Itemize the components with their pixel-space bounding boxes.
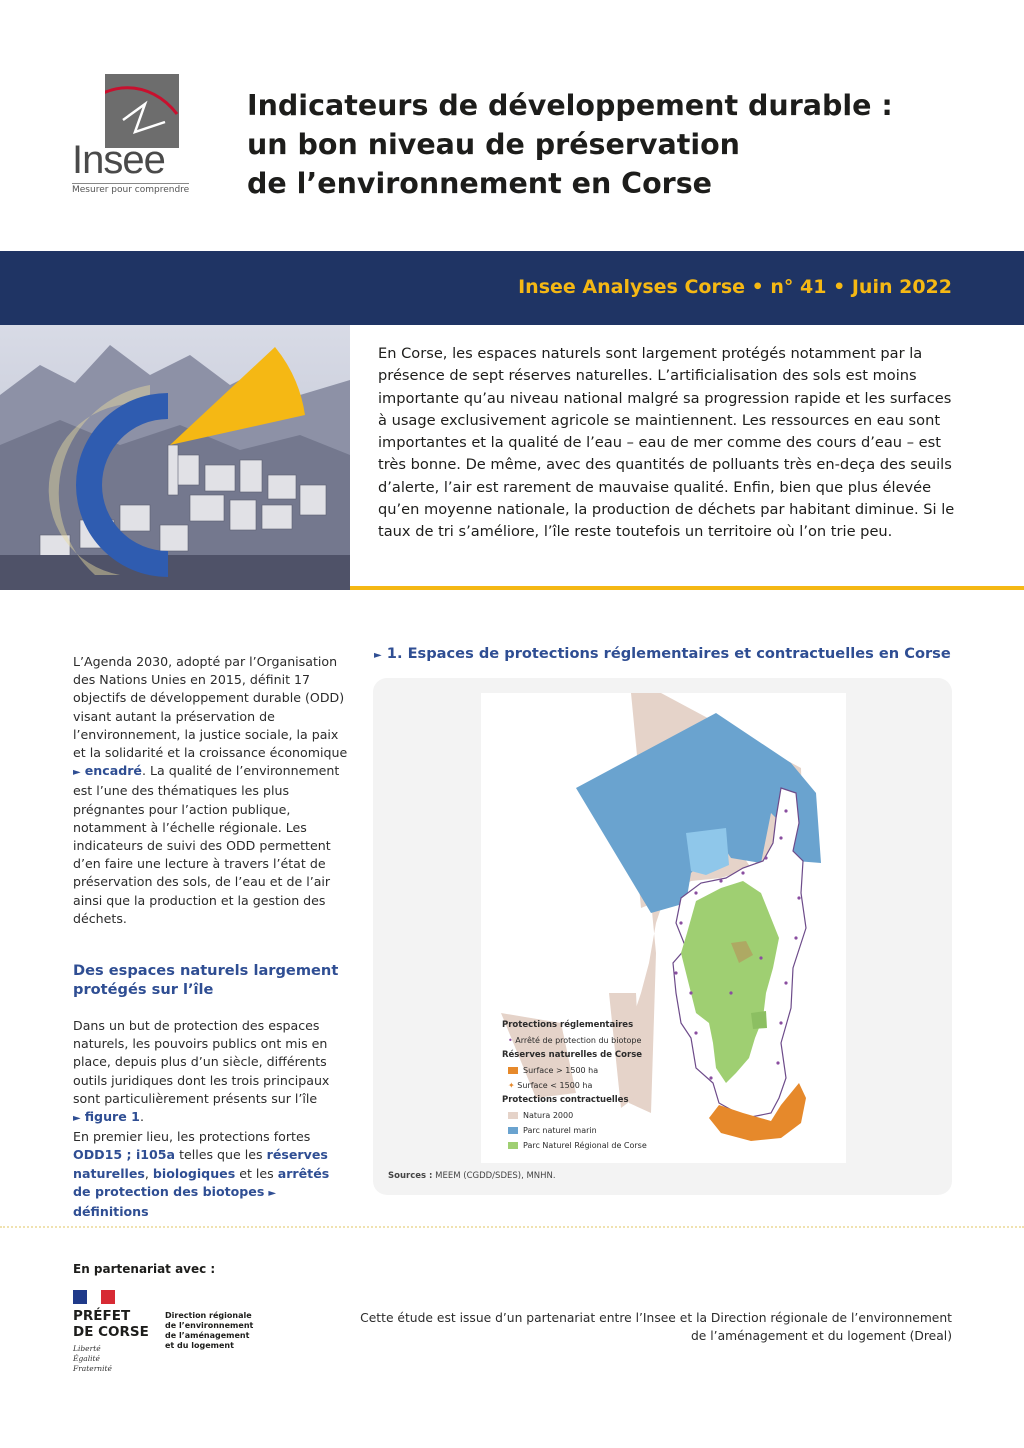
partnership-line: de l’aménagement et du logement (Dreal) [690, 1329, 952, 1343]
link-odd15[interactable]: ODD15 ; i105a [73, 1147, 176, 1163]
partnership-note [332, 1309, 952, 1345]
section-text: et les [235, 1165, 278, 1181]
partner-label: En partenariat avec : [73, 1262, 216, 1276]
hero-illustration [0, 325, 350, 590]
arrow-icon: ► [73, 1113, 81, 1125]
section-text: . [139, 1109, 144, 1125]
motto-line: Liberté [73, 1344, 101, 1353]
title-line: de l’environnement en Corse [247, 167, 713, 200]
legend-heading: Réserves naturelles de Corse [502, 1050, 643, 1060]
arrow-icon: ► [268, 1187, 277, 1199]
dreal-line: et du logement [165, 1341, 234, 1350]
legend-label: Natura 2000 [523, 1111, 574, 1120]
arrow-icon: ► [73, 767, 81, 779]
dreal-line: de l’environnement [165, 1321, 254, 1330]
intro-text: . La qualité de l’environnement est l’une des thématiques les plus prégnantes pour l’action publique, notamment à l’échelle régionale. Les indicateurs de suivi des ODD permettent d’en faire une lecture à travers l’état de préservation des sols, de l’eau et de l’air ainsi que la production et la gestion des déchets. [73, 763, 340, 926]
logo-tagline: Mesurer pour comprendre [72, 185, 190, 195]
intro-paragraph [73, 653, 351, 928]
figure-sources [388, 1171, 556, 1181]
intro-text: L’Agenda 2030, adopté par l’Organisation des Nations Unies en 2015, définit 17 objectifs de développement durable (ODD) visant autant la préservation de l’environnement, la justice sociale, la paix et la solidarité et la croissance économique [73, 654, 348, 761]
link-arretes-biotopes[interactable]: arrêtés de protection des biotopes [73, 1165, 330, 1199]
legend-item-marin [502, 1123, 647, 1138]
legend-heading: Protections réglementaires [502, 1020, 634, 1030]
link-figure-1[interactable]: figure 1 [84, 1109, 140, 1125]
section-text: En premier lieu, les protections fortes [73, 1129, 311, 1145]
section-paragraph [73, 1017, 351, 1221]
republic-motto [73, 1344, 112, 1374]
link-encadre[interactable]: encadré [84, 763, 142, 779]
dreal-line: de l’aménagement [165, 1331, 250, 1340]
section-text: Dans un but de protection des espaces naturels, les pouvoirs publics ont mis en place, depuis plus d’un siècle, différents outils juridiques dont les trois principaux sont particulièrement présents sur l’île [73, 1018, 330, 1106]
legend-item-reserve-large [502, 1063, 647, 1078]
legend-item-pnr [502, 1138, 647, 1153]
prefet-de-corse [73, 1308, 149, 1340]
french-republic-flag-icon [73, 1289, 115, 1303]
motto-line: Égalité [73, 1354, 100, 1363]
legend-label: Arrêté de protection du biotope [515, 1036, 642, 1045]
figure-title-text: 1. Espaces de protections réglementaires et contractuelles en Corse [386, 645, 951, 662]
legend-swatch [508, 1067, 518, 1074]
hero-divider [350, 586, 1024, 590]
figure-title [374, 645, 951, 662]
footer-divider [0, 1226, 1024, 1228]
legend-label: Parc naturel marin [523, 1126, 597, 1135]
prefet-line: PRÉFET [73, 1308, 131, 1324]
biotope-marker-icon: • [508, 1036, 513, 1045]
title-line: un bon niveau de préservation [247, 128, 740, 161]
hero-image [0, 325, 350, 590]
motto-line: Fraternité [73, 1364, 112, 1373]
abstract: En Corse, les espaces naturels sont largement protégés notamment par la présence de sept réserves naturelles. L’artificialisation des sols est moins importante qu’au niveau national malgré sa progression rapide et les surfaces à usage exclusivement agricole se maintiennent. Les ressources en eau sont importantes et la qualité de l’eau – eau de mer comme des cours d’eau – est très bonne. De même, avec des quantités de polluants très en-deça des seuils d’alerte, l’air est rarement de mauvaise qualité. Enfin, bien que plus élevée qu’en moyenne nationale, la production de déchets par habitant diminue. Si le taux de tri s’améliore, l’île reste toutefois un territoire où l’on trie peu. [378, 345, 955, 541]
sources-text: MEEM (CGDD/SDES), MNHN. [435, 1171, 556, 1181]
arrow-icon: ► [374, 650, 382, 661]
regional-park-detail [751, 1011, 767, 1029]
dreal-label [165, 1311, 253, 1351]
legend-heading: Protections contractuelles [502, 1095, 629, 1105]
insee-logo-mark [105, 74, 179, 148]
legend-label: Surface > 1500 ha [523, 1066, 599, 1075]
legend-swatch [508, 1127, 518, 1134]
section-text: , [144, 1165, 153, 1181]
partnership-line: Cette étude est issue d’un partenariat entre l’Insee et la Direction régionale de l’environnement [360, 1311, 952, 1325]
legend-label: Parc Naturel Régional de Corse [523, 1141, 647, 1150]
map-legend [502, 1018, 647, 1153]
legend-swatch [508, 1112, 518, 1119]
legend-item-biotope [502, 1033, 647, 1048]
section-heading: Des espaces naturels largement protégés sur l’île [73, 962, 339, 998]
legend-item-natura [502, 1108, 647, 1123]
legend-item-reserve-small [502, 1078, 647, 1093]
title-line: Indicateurs de développement durable : [247, 89, 893, 122]
section-text: telles que les [175, 1147, 267, 1163]
legend-label: Surface < 1500 ha [517, 1081, 593, 1090]
insee-logo-icon [105, 74, 179, 148]
publication-reference: Insee Analyses Corse • n° 41 • Juin 2022 [518, 276, 952, 298]
link-biologiques[interactable]: biologiques [152, 1165, 236, 1181]
reserve-star-icon: ✦ [508, 1081, 515, 1090]
page-title [247, 86, 967, 203]
dreal-line: Direction régionale [165, 1311, 252, 1320]
prefet-line: DE CORSE [73, 1324, 149, 1340]
link-reserves-naturelles[interactable]: réserves naturelles [73, 1147, 328, 1181]
logo-word: Insee [72, 138, 165, 182]
link-definitions[interactable]: définitions [73, 1204, 149, 1220]
legend-swatch [508, 1142, 518, 1149]
sources-label: Sources : [388, 1171, 433, 1181]
